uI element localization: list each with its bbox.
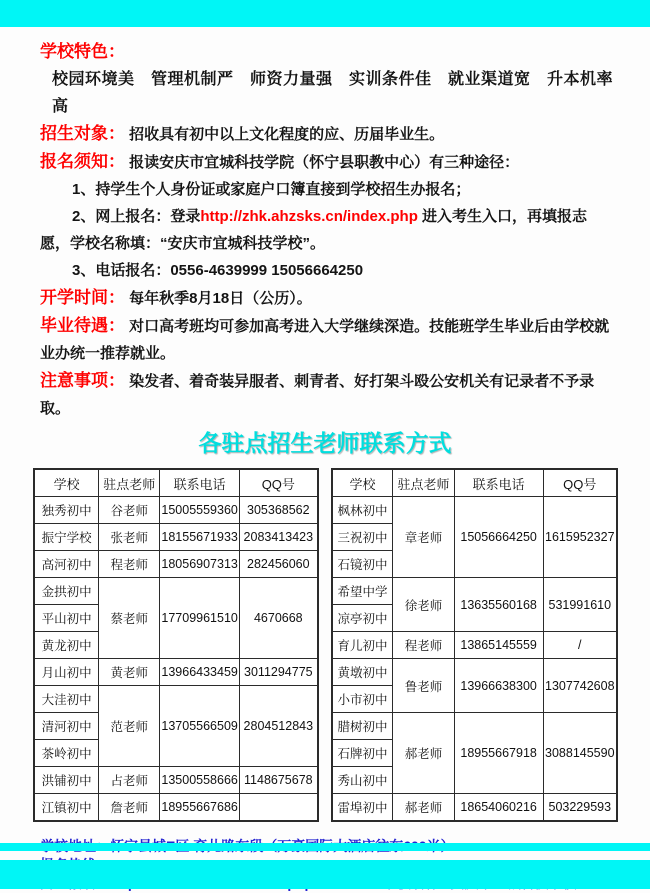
- school-cell: 江镇初中: [34, 794, 99, 822]
- step2-prefix: 2、网上报名：登录: [72, 208, 201, 225]
- table-row: [34, 524, 318, 551]
- teacher-cell: 徐老师: [393, 578, 454, 632]
- flyer-content: [0, 27, 650, 893]
- phone-cell: 13966433459: [160, 659, 239, 686]
- table-row: [332, 497, 617, 524]
- teacher-cell: 章老师: [393, 497, 454, 578]
- school-features-line: 校园环境美 管理机制严 师资力量强 实训条件佳 就业渠道宽 升本机率高: [52, 71, 614, 115]
- teacher-cell: 范老师: [99, 686, 160, 767]
- qq-cell: 4670668: [239, 578, 317, 659]
- contact-tables: [33, 468, 618, 822]
- phone-cell: 13500558666: [160, 767, 239, 794]
- phone-cell: 18955667918: [454, 713, 543, 794]
- column-header-teacher: 驻点老师: [393, 469, 454, 497]
- phone-cell: 15056664250: [454, 497, 543, 578]
- school-cell: 秀山初中: [332, 767, 393, 794]
- column-header-school: 学校: [34, 469, 99, 497]
- qq-cell: [239, 794, 317, 822]
- phone-cell: 13966638300: [454, 659, 543, 713]
- top-cyan-bar: [0, 0, 650, 27]
- school-cell: 黄龙初中: [34, 632, 99, 659]
- school-cell: 独秀初中: [34, 497, 99, 524]
- school-cell: 金拱初中: [34, 578, 99, 605]
- contact-table-title: 各驻点招生老师联系方式: [198, 431, 452, 456]
- school-cell: 大洼初中: [34, 686, 99, 713]
- school-cell: 高河初中: [34, 551, 99, 578]
- table-row: [34, 686, 318, 713]
- table-row: [332, 632, 617, 659]
- qq-cell: 282456060: [239, 551, 317, 578]
- school-cell: 腊树初中: [332, 713, 393, 740]
- features-heading: [40, 38, 616, 66]
- school-cell: 月山初中: [34, 659, 99, 686]
- attention-text: 染发者、着奇装异服者、刺青者、好打架斗殴公安机关有记录者不予录取。: [40, 373, 595, 417]
- table-row: [34, 578, 318, 605]
- school-cell: 枫林初中: [332, 497, 393, 524]
- school-cell: 石牌初中: [332, 740, 393, 767]
- graduation-text: 对口高考班均可参加高考进入大学继续深造。技能班学生毕业后由学校就业办统一推荐就业。: [40, 318, 610, 362]
- school-cell: 石镜初中: [332, 551, 393, 578]
- target-line: [40, 120, 616, 148]
- table-row: [34, 497, 318, 524]
- phone-cell: 17709961510: [160, 578, 239, 659]
- teacher-cell: 郝老师: [393, 713, 454, 794]
- notice-text: 报读安庆市宜城科技学院（怀宁县职教中心）有三种途径：: [129, 154, 520, 171]
- section-label-notice: 报名须知：: [40, 152, 125, 171]
- qq-cell: /: [543, 632, 617, 659]
- table-row: [34, 767, 318, 794]
- table-row: [332, 578, 617, 605]
- table-row: [332, 713, 617, 740]
- section-label-graduation: 毕业待遇：: [40, 316, 125, 335]
- table-row: [34, 794, 318, 822]
- column-header-qq: QQ号: [239, 469, 317, 497]
- attention-line: [40, 367, 616, 422]
- qq-cell: 2083413423: [239, 524, 317, 551]
- register-step-2: [40, 203, 616, 257]
- table-row: [332, 659, 617, 686]
- school-cell: 黄墩初中: [332, 659, 393, 686]
- register-step-3: 3、电话报名：0556-4639999 15056664250: [72, 262, 364, 279]
- school-cell: 平山初中: [34, 605, 99, 632]
- teacher-cell: 詹老师: [99, 794, 160, 822]
- phone-cell: 13635560168: [454, 578, 543, 632]
- qq-cell: 1615952327: [543, 497, 617, 578]
- qq-cell: 305368562: [239, 497, 317, 524]
- school-cell: 希望中学: [332, 578, 393, 605]
- graduation-line: [40, 312, 616, 367]
- bottom-cyan-stripe-thick: [0, 860, 650, 889]
- table-row: [332, 794, 617, 822]
- target-text: 招收具有初中以上文化程度的应、历届毕业生。: [129, 126, 445, 143]
- school-cell: 凉亭初中: [332, 605, 393, 632]
- qq-cell: 503229593: [543, 794, 617, 822]
- teacher-cell: 占老师: [99, 767, 160, 794]
- info-text-block: [0, 27, 650, 422]
- table-row: [34, 551, 318, 578]
- column-header-school: 学校: [332, 469, 393, 497]
- column-header-teacher: 驻点老师: [99, 469, 160, 497]
- phone-cell: 13705566509: [160, 686, 239, 767]
- start-text: 每年秋季8月18日（公历）。: [129, 290, 312, 307]
- register-step-1: 1、持学生个人身份证或家庭户口簿直接到学校招生办报名；: [72, 181, 471, 198]
- teacher-cell: 谷老师: [99, 497, 160, 524]
- school-cell: 育儿初中: [332, 632, 393, 659]
- table-row: [34, 659, 318, 686]
- contact-table-right: [331, 468, 618, 822]
- school-cell: 雷埠初中: [332, 794, 393, 822]
- qq-cell: 1307742608: [543, 659, 617, 713]
- section-label-attention: 注意事项：: [40, 371, 125, 390]
- qq-cell: 2804512843: [239, 686, 317, 767]
- school-cell: 小市初中: [332, 686, 393, 713]
- teacher-cell: 黄老师: [99, 659, 160, 686]
- notice-line: [40, 148, 616, 176]
- phone-cell: 18955667686: [160, 794, 239, 822]
- school-cell: 茶岭初中: [34, 740, 99, 767]
- school-cell: 清河初中: [34, 713, 99, 740]
- qq-cell: 3011294775: [239, 659, 317, 686]
- start-line: [40, 284, 616, 312]
- phone-cell: 18155671933: [160, 524, 239, 551]
- teacher-cell: 鲁老师: [393, 659, 454, 713]
- column-header-phone: 联系电话: [160, 469, 239, 497]
- phone-cell: 13865145559: [454, 632, 543, 659]
- registration-url-link[interactable]: http://zhk.ahzsks.cn/index.php: [200, 208, 418, 225]
- table-header-row: [34, 469, 318, 497]
- qq-cell: 531991610: [543, 578, 617, 632]
- section-label-target: 招生对象：: [40, 124, 125, 143]
- phone-cell: 18654060216: [454, 794, 543, 822]
- section-label-features: 学校特色：: [40, 42, 125, 61]
- contact-table-left: [33, 468, 319, 822]
- teacher-cell: 郝老师: [393, 794, 454, 822]
- column-header-qq: QQ号: [543, 469, 617, 497]
- step2-suffix: 进入考生入口，再填报志愿，学校名称填：“安庆市宜城科技学校”。: [40, 208, 588, 252]
- teacher-cell: 程老师: [99, 551, 160, 578]
- teacher-cell: 张老师: [99, 524, 160, 551]
- table-header-row: [332, 469, 617, 497]
- school-cell: 振宁学校: [34, 524, 99, 551]
- qq-cell: 1148675678: [239, 767, 317, 794]
- school-cell: 洪铺初中: [34, 767, 99, 794]
- column-header-phone: 联系电话: [454, 469, 543, 497]
- qq-cell: 3088145590: [543, 713, 617, 794]
- section-label-start: 开学时间：: [40, 288, 125, 307]
- teacher-cell: 蔡老师: [99, 578, 160, 659]
- phone-cell: 18056907313: [160, 551, 239, 578]
- bottom-cyan-stripe-thin: [0, 843, 650, 851]
- phone-cell: 15005559360: [160, 497, 239, 524]
- school-cell: 三祝初中: [332, 524, 393, 551]
- teacher-cell: 程老师: [393, 632, 454, 659]
